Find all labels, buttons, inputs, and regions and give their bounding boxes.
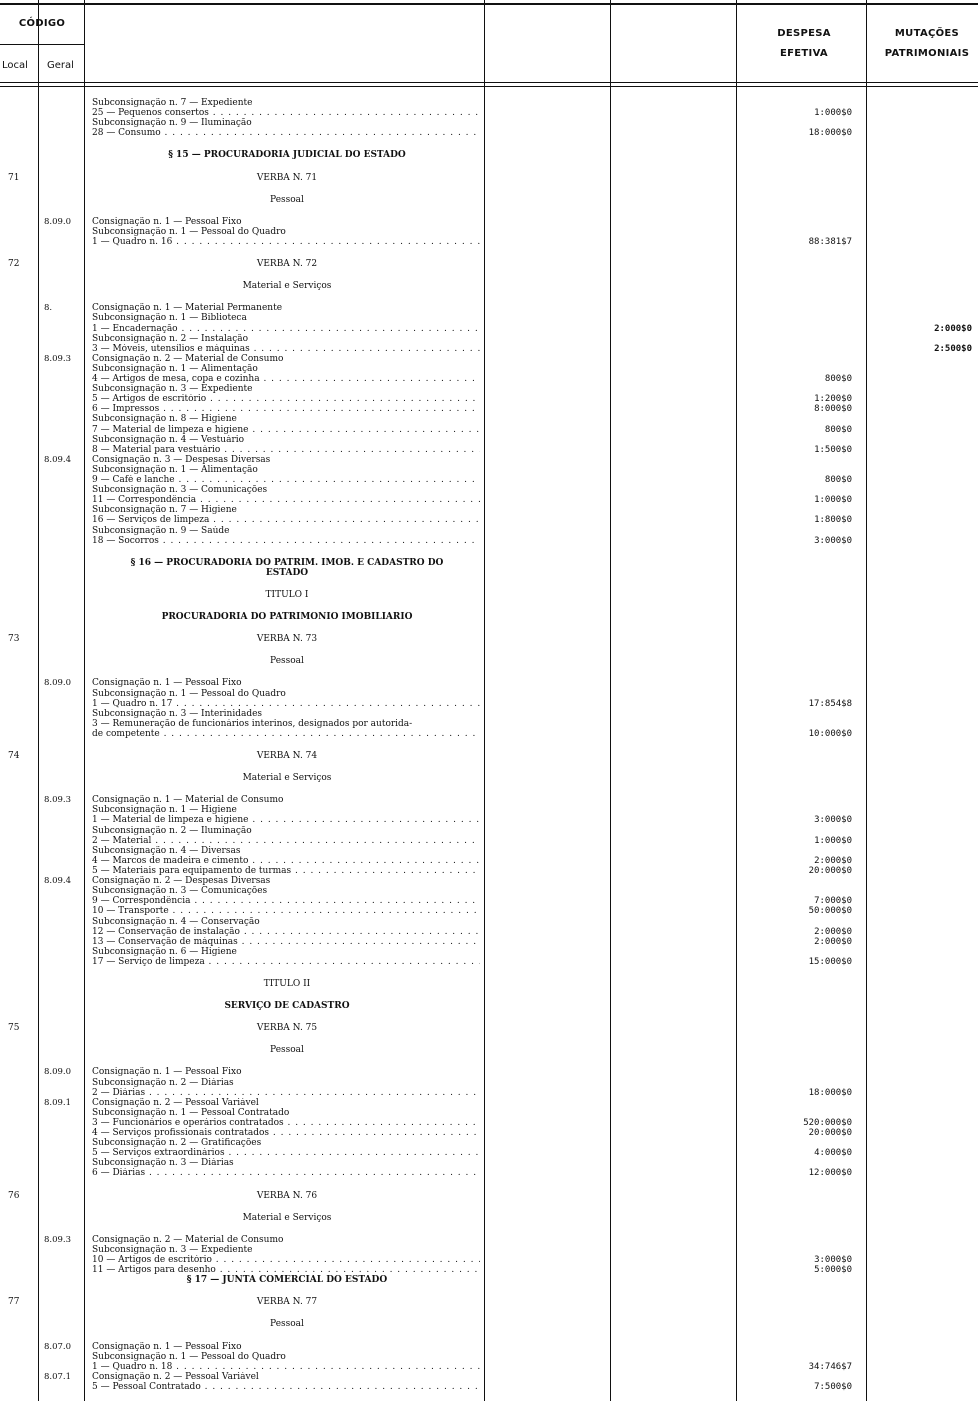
item-description: 1 — Material de limpeza e higiene . . .	[92, 815, 480, 826]
item-description: Subconsignação n. 1 — Alimentação	[92, 363, 258, 374]
despesa-efetiva-value: 800$0	[824, 475, 852, 485]
item-description: Consignação n. 1 — Material Permanente	[92, 303, 283, 314]
despesa-efetiva-value: 2:000$0	[814, 936, 852, 947]
section-heading: Material e Serviços	[242, 773, 332, 784]
codigo-geral: 8.07.0	[44, 1341, 72, 1352]
item-description: Subconsignação n. 7 — Higiene	[92, 505, 237, 516]
despesa-efetiva-value: 520:000$0	[803, 1117, 852, 1128]
section-heading: VERBA N. 71	[256, 172, 318, 183]
despesa-efetiva-value: 4:000$0	[814, 1148, 852, 1159]
mutacoes-patrimoniais-value: 2:500$0	[934, 343, 972, 354]
section-heading: § 15 — PROCURADORIA JUDICIAL DO ESTADO	[168, 150, 406, 161]
item-description: 3 — Móveis, utensílios e máquinas . . .	[92, 344, 480, 355]
despesa-efetiva-value: 3:000$0	[814, 815, 852, 826]
section-heading: § 17 — JUNTA COMERCIAL DO ESTADO	[186, 1275, 388, 1286]
header-codigo: CÓDIGO	[18, 18, 66, 29]
codigo-geral: 8.09.1	[44, 1097, 72, 1108]
table-row	[0, 237, 978, 248]
item-description: 2 — Material . . .	[92, 836, 480, 847]
codigo-geral: 8.09.4	[44, 876, 72, 886]
header-geral: Geral	[47, 60, 74, 71]
codigo-geral: 8.09.4	[44, 454, 72, 465]
despesa-efetiva-value: 17:854$8	[808, 698, 852, 709]
item-description: Subconsignação n. 1 — Pessoal do Quadro	[92, 226, 286, 237]
despesa-efetiva-value: 7:500$0	[814, 1381, 852, 1392]
item-description: 6 — Impressos . . .	[92, 404, 480, 415]
table-row	[0, 1191, 978, 1202]
item-description: Subconsignação n. 3 — Comunicações	[92, 485, 268, 496]
despesa-efetiva-value: 1:000$0	[814, 108, 852, 119]
item-description: Subconsignação n. 1 — Pessoal do Quadro	[92, 1351, 286, 1362]
table-row	[0, 128, 978, 139]
section-heading: VERBA N. 72	[256, 259, 318, 269]
section-heading: Pessoal	[270, 656, 304, 667]
item-description: 7 — Material de limpeza e higiene . . .	[92, 425, 480, 436]
despesa-efetiva-value: 5:000$0	[814, 1265, 852, 1276]
table-row	[0, 1001, 978, 1012]
item-description: 8 — Material para vestuário . . .	[92, 445, 480, 456]
item-description: 28 — Consumo . . .	[92, 128, 480, 139]
codigo-geral: 8.	[44, 303, 53, 314]
table-row	[0, 590, 978, 601]
item-description: 12 — Conservação de instalação . . .	[92, 927, 480, 938]
table-row	[0, 536, 978, 547]
item-description: Subconsignação n. 8 — Higiene	[92, 414, 237, 425]
item-description: 9 — Correspondência . . .	[92, 896, 480, 907]
codigo-local: 75	[8, 1023, 20, 1034]
item-description: 11 — Correspondência . . .	[92, 495, 480, 506]
item-description: 10 — Artigos de escritório . . .	[92, 1255, 480, 1266]
codigo-local: 72	[8, 259, 20, 269]
item-description: 1 — Quadro n. 18 . . .	[92, 1362, 480, 1373]
item-description: Subconsignação n. 4 — Diversas	[92, 845, 241, 856]
item-description: Subconsignação n. 2 — Gratificações	[92, 1138, 262, 1149]
table-row	[0, 1045, 978, 1056]
table-row	[0, 634, 978, 645]
section-heading: § 16 — PROCURADORIA DO PATRIM. IMOB. E CADASTRO DO	[130, 557, 444, 568]
table-row	[0, 568, 978, 579]
section-heading: PROCURADORIA DO PATRIMÔNIO IMOBILIARIO	[161, 612, 413, 623]
section-heading: Material e Serviços	[242, 281, 332, 292]
header-local: Local	[2, 60, 28, 71]
header-patrimoniais: PATRIMONIAIS	[884, 48, 970, 59]
section-heading: VERBA N. 77	[256, 1297, 318, 1308]
item-description: Consignação n. 2 — Despesas Diversas	[92, 876, 271, 886]
item-description: 10 — Transporte . . .	[92, 906, 480, 917]
table-row	[0, 1382, 978, 1393]
codigo-geral: 8.09.3	[44, 353, 72, 364]
item-description: 13 — Conservação de máquinas . . .	[92, 937, 480, 948]
item-description: Subconsignação n. 4 — Vestuário	[92, 434, 245, 445]
codigo-geral: 8.09.0	[44, 216, 72, 227]
table-row	[0, 1297, 978, 1308]
item-description: Subconsignação n. 2 — Iluminação	[92, 825, 252, 836]
section-heading: VERBA N. 76	[256, 1190, 318, 1201]
header-efetiva: EFETIVA	[780, 48, 828, 59]
item-description: Consignação n. 2 — Pessoal Variável	[92, 1371, 259, 1382]
item-description: Consignação n. 2 — Material de Consumo	[92, 1234, 284, 1245]
item-description: 5 — Artigos de escritório . . .	[92, 394, 480, 405]
despesa-efetiva-value: 15:000$0	[808, 956, 852, 967]
item-description: Subconsignação n. 1 — Pessoal do Quadro	[92, 688, 286, 699]
table-row	[0, 979, 978, 990]
despesa-efetiva-value: 10:000$0	[808, 728, 852, 739]
item-description: 3 — Funcionários e operários contratados . . .	[92, 1118, 480, 1129]
item-description: 4 — Artigos de mesa, copa e cozinha . . .	[92, 374, 480, 385]
section-heading: VERBA N. 73	[256, 634, 318, 645]
item-description: Consignação n. 2 — Pessoal Variável	[92, 1097, 259, 1108]
item-description: 1 — Quadro n. 17 . . .	[92, 699, 480, 710]
table-row	[0, 773, 978, 784]
codigo-local: 73	[8, 634, 20, 645]
despesa-efetiva-value: 18:000$0	[808, 128, 852, 139]
item-description: Consignação n. 1 — Pessoal Fixo	[92, 678, 242, 689]
item-description: Consignação n. 1 — Pessoal Fixo	[92, 1341, 242, 1352]
despesa-efetiva-value: 1:000$0	[814, 495, 852, 506]
table-row	[0, 957, 978, 968]
codigo-geral: 8.09.0	[44, 678, 72, 689]
despesa-efetiva-value: 12:000$0	[808, 1168, 852, 1179]
item-description: 3 — Remuneração de funcionários interinos, designados por autorida-	[92, 718, 413, 729]
table-row	[0, 1319, 978, 1330]
despesa-efetiva-value: 18:000$0	[808, 1087, 852, 1098]
despesa-efetiva-value: 3:000$0	[814, 1255, 852, 1265]
item-description: Consignação n. 1 — Material de Consumo	[92, 795, 284, 806]
despesa-efetiva-value: 34:746$7	[808, 1361, 852, 1372]
section-heading: ESTADO	[265, 567, 309, 578]
codigo-local: 74	[8, 751, 20, 761]
header-despesa: DESPESA	[777, 28, 831, 39]
despesa-efetiva-value: 1:200$0	[814, 394, 852, 405]
item-description: Subconsignação n. 3 — Comunicações	[92, 886, 268, 897]
header-mutacoes: MUTAÇÕES	[894, 28, 960, 39]
table-row	[0, 1023, 978, 1034]
section-heading: TITULO II	[263, 979, 311, 989]
item-description: Consignação n. 2 — Material de Consumo	[92, 353, 284, 364]
section-heading: VERBA N. 75	[256, 1023, 318, 1034]
item-description: Subconsignação n. 3 — Diárias	[92, 1158, 234, 1169]
despesa-efetiva-value: 800$0	[824, 374, 852, 384]
item-description: 4 — Marcos de madeira e cimento . . .	[92, 856, 480, 867]
section-heading: Material e Serviços	[242, 1212, 332, 1223]
item-description: Subconsignação n. 9 — Saúde	[92, 525, 230, 536]
table-row	[0, 150, 978, 161]
table-row	[0, 612, 978, 623]
item-description: Subconsignação n. 1 — Alimentação	[92, 464, 258, 475]
table-row	[0, 729, 978, 740]
despesa-efetiva-value: 2:000$0	[814, 926, 852, 937]
item-description: 25 — Pequenos consertos . . .	[92, 108, 480, 119]
despesa-efetiva-value: 20:000$0	[808, 1128, 852, 1138]
table-row	[0, 1168, 978, 1179]
item-description: 2 — Diárias . . .	[92, 1088, 480, 1099]
despesa-efetiva-value: 2:000$0	[814, 855, 852, 866]
item-description: Subconsignação n. 1 — Pessoal Contratado	[92, 1107, 290, 1118]
codigo-geral: 8.09.0	[44, 1067, 72, 1078]
codigo-local: 77	[8, 1297, 20, 1308]
despesa-efetiva-value: 1:500$0	[814, 444, 852, 455]
codigo-local: 71	[8, 172, 20, 183]
item-description: Subconsignação n. 3 — Expediente	[92, 1244, 253, 1255]
item-description: 6 — Diárias . . .	[92, 1168, 480, 1179]
codigo-geral: 8.09.3	[44, 1234, 72, 1245]
codigo-geral: 8.07.1	[44, 1371, 72, 1382]
despesa-efetiva-value: 1:800$0	[814, 515, 852, 526]
item-description: Subconsignação n. 2 — Diárias	[92, 1077, 234, 1088]
table-row	[0, 259, 978, 270]
despesa-efetiva-value: 88:381$7	[808, 236, 852, 247]
item-description: 5 — Materiais para equipamento de turmas . . .	[92, 866, 480, 877]
despesa-efetiva-value: 7:000$0	[814, 896, 852, 907]
item-description: 5 — Pessoal Contratado . . .	[92, 1382, 480, 1393]
codigo-local: 76	[8, 1190, 20, 1201]
table-row	[0, 1275, 978, 1286]
codigo-geral: 8.09.3	[44, 795, 72, 806]
item-description: 17 — Serviço de limpeza . . .	[92, 957, 480, 968]
despesa-efetiva-value: 800$0	[824, 424, 852, 435]
item-description: 9 — Café e lanche . . .	[92, 475, 480, 486]
item-description: Consignação n. 1 — Pessoal Fixo	[92, 216, 242, 227]
item-description: Subconsignação n. 2 — Instalação	[92, 333, 249, 344]
section-heading: VERBA N. 74	[256, 751, 318, 761]
item-description: Consignação n. 1 — Pessoal Fixo	[92, 1067, 242, 1078]
item-description: 1 — Quadro n. 16 . . .	[92, 237, 480, 248]
table-row	[0, 281, 978, 292]
section-heading: Pessoal	[270, 1045, 304, 1056]
despesa-efetiva-value: 50:000$0	[808, 906, 852, 917]
item-description: Subconsignação n. 9 — Iluminação	[92, 118, 252, 129]
item-description: 11 — Artigos para desenho . . .	[92, 1265, 480, 1276]
table-row	[0, 751, 978, 762]
item-description: 16 — Serviços de limpeza . . .	[92, 515, 480, 526]
table-row	[0, 173, 978, 184]
despesa-efetiva-value: 3:000$0	[814, 535, 852, 546]
item-description: Subconsignação n. 1 — Higiene	[92, 805, 237, 816]
section-heading: TITULO I	[265, 590, 309, 600]
item-description: Subconsignação n. 4 — Conservação	[92, 916, 260, 927]
item-description: 5 — Serviços extraordinários . . .	[92, 1148, 480, 1159]
item-description: Subconsignação n. 3 — Expediente	[92, 384, 253, 395]
table-row	[0, 195, 978, 206]
section-heading: Pessoal	[270, 194, 304, 205]
item-description: 1 — Encadernação . . .	[92, 324, 480, 335]
item-description: Subconsignação n. 1 — Biblioteca	[92, 313, 247, 324]
item-description: 4 — Serviços profissionais contratados . . .	[92, 1128, 480, 1139]
item-description: 18 — Socorros . . .	[92, 536, 480, 547]
despesa-efetiva-value: 1:000$0	[814, 835, 852, 846]
section-heading: Pessoal	[270, 1319, 304, 1330]
despesa-efetiva-value: 8:000$0	[814, 404, 852, 415]
item-description: Subconsignação n. 6 — Higiene	[92, 946, 237, 957]
section-heading: SERVIÇO DE CADASTRO	[224, 1001, 350, 1012]
item-description: de competente . . .	[92, 729, 480, 740]
table-row	[0, 656, 978, 667]
item-description: Subconsignação n. 7 — Expediente	[92, 98, 253, 108]
item-description: Subconsignação n. 3 — Interinidades	[92, 708, 263, 719]
mutacoes-patrimoniais-value: 2:000$0	[934, 323, 972, 334]
table-row	[0, 1213, 978, 1224]
item-description: Consignação n. 3 — Despesas Diversas	[92, 454, 271, 465]
despesa-efetiva-value: 20:000$0	[808, 865, 852, 876]
